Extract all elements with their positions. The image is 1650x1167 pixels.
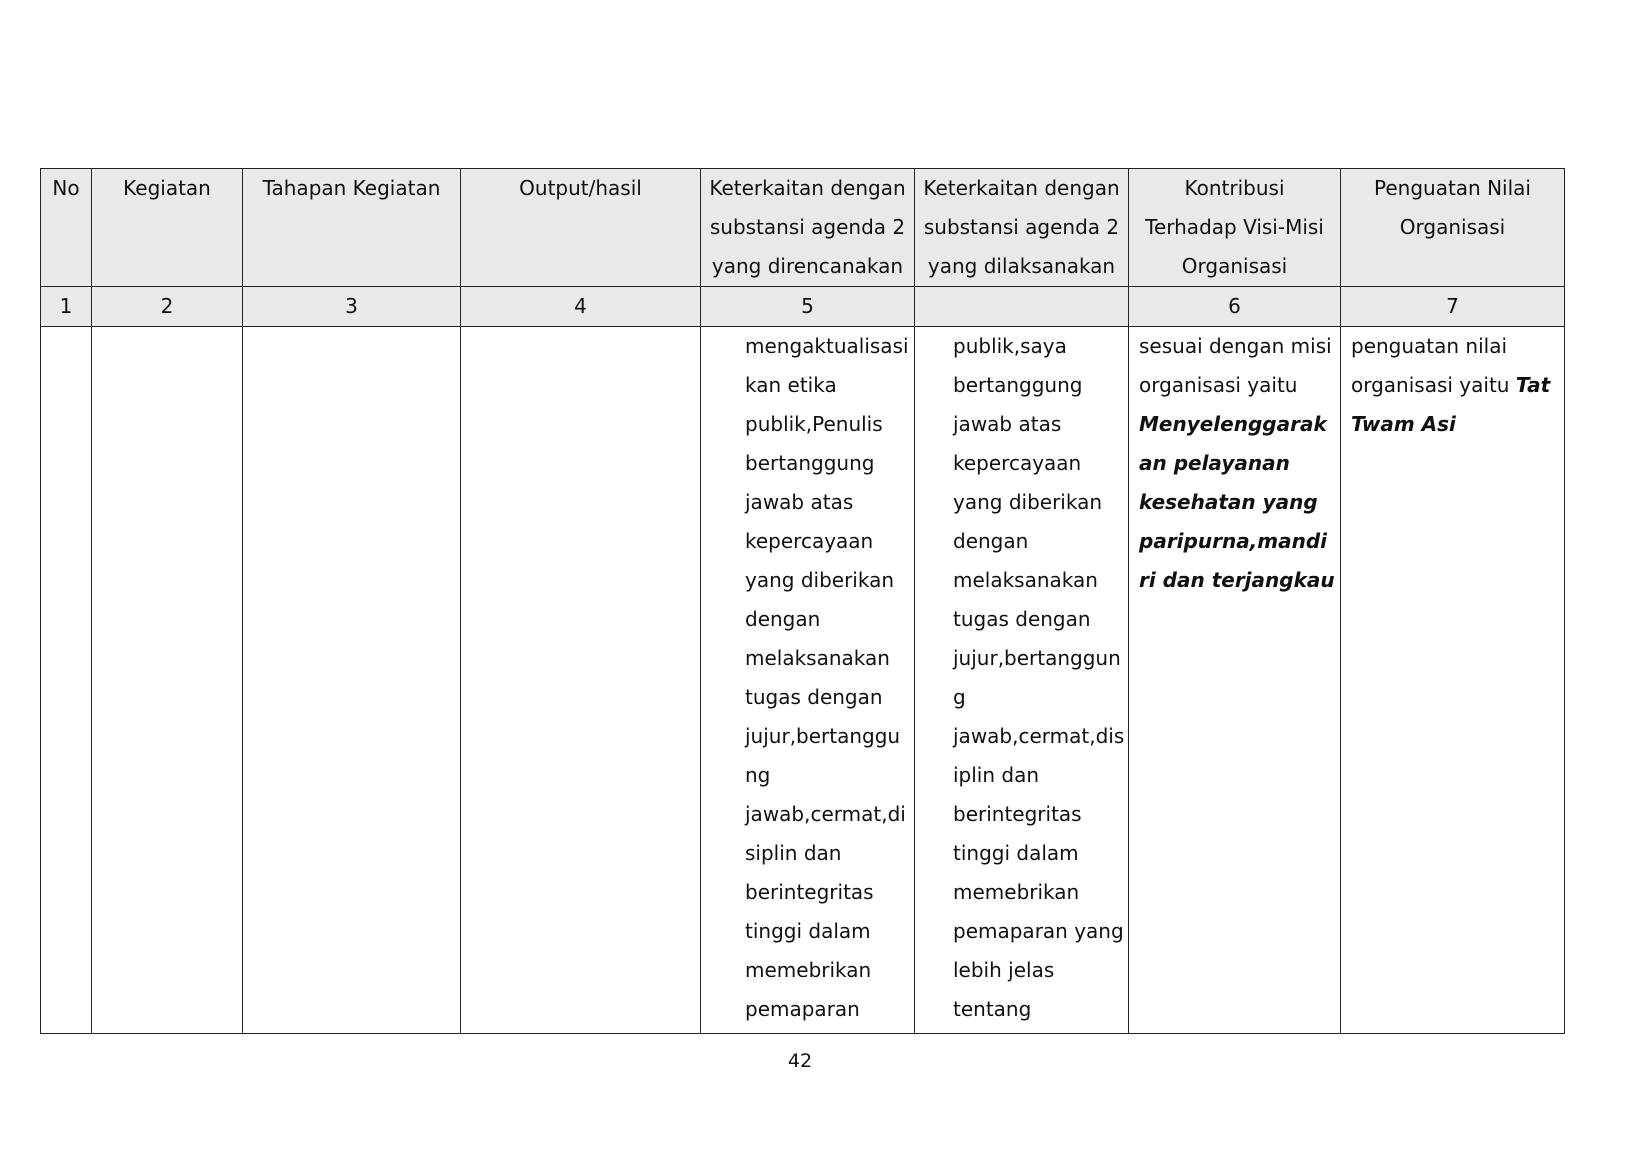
text-line: sesuai dengan misi <box>1139 334 1332 358</box>
header-kegiatan: Kegiatan <box>92 169 243 287</box>
text-lines <box>921 327 1125 1029</box>
text-line: jawab atas <box>745 490 854 514</box>
text-line: tentang <box>953 997 1032 1021</box>
text-line: tinggi dalam <box>745 919 871 943</box>
cell-penguatan-nilai <box>1341 327 1565 1034</box>
text-line: bertanggung <box>745 451 875 475</box>
text-line: jawab,cermat,dis <box>953 724 1125 748</box>
text-line: g <box>953 685 966 709</box>
header-kontribusi-visi-misi: Kontribusi Terhadap Visi-Misi Organisasi <box>1129 169 1341 287</box>
text-line: pemaparan <box>745 997 860 1021</box>
cell-kontribusi-visi-misi <box>1129 327 1341 1034</box>
text-line: memebrikan <box>745 958 872 982</box>
column-number <box>915 287 1129 327</box>
header-tahapan-kegiatan: Tahapan Kegiatan <box>243 169 461 287</box>
header-row <box>41 169 1565 287</box>
text-line: an pelayanan <box>1139 451 1290 475</box>
text-line: mengaktualisasi <box>745 334 909 358</box>
text-line: jawab atas <box>953 412 1062 436</box>
text-line: organisasi yaitu <box>1351 373 1516 397</box>
header-keterkaitan-dilaksanakan: Keterkaitan dengan substansi agenda 2 yang dilaksanakan <box>915 169 1129 287</box>
header-output-hasil: Output/hasil <box>461 169 701 287</box>
text-line: kesehatan yang <box>1139 490 1318 514</box>
header-penguatan-nilai: Penguatan Nilai Organisasi <box>1341 169 1565 287</box>
text-line: dengan <box>745 607 821 631</box>
text-line: kepercayaan <box>953 451 1082 475</box>
text-line: organisasi yaitu <box>1139 373 1298 397</box>
text-line: publik,saya <box>953 334 1067 358</box>
cell-no <box>41 327 92 1034</box>
text-line: ng <box>745 763 771 787</box>
text-line: bertanggung <box>953 373 1083 397</box>
cell-keterkaitan-dilaksanakan <box>915 327 1129 1034</box>
text-line: berintegritas <box>745 880 874 904</box>
text-line: iplin dan <box>953 763 1040 787</box>
text-line: melaksanakan <box>745 646 890 670</box>
text-line: Menyelenggarak <box>1139 412 1327 436</box>
text-line: jujur,bertanggu <box>745 724 901 748</box>
text-line: yang diberikan <box>745 568 895 592</box>
column-number: 5 <box>701 287 915 327</box>
text-line: ri dan terjangkau <box>1139 568 1335 592</box>
column-number: 2 <box>92 287 243 327</box>
column-number: 6 <box>1129 287 1341 327</box>
text-lines <box>707 327 908 1029</box>
text-line: publik,Penulis <box>745 412 883 436</box>
text-line: kan etika <box>745 373 837 397</box>
text-line: yang diberikan <box>953 490 1103 514</box>
mission-statement <box>1135 405 1334 600</box>
text-line: kepercayaan <box>745 529 874 553</box>
text-line: memebrikan <box>953 880 1080 904</box>
value-name: Tat <box>1515 373 1551 397</box>
column-number: 3 <box>243 287 461 327</box>
text-line: paripurna,mandi <box>1139 529 1328 553</box>
header-keterkaitan-direncanakan: Keterkaitan dengan substansi agenda 2 yang direncanakan <box>701 169 915 287</box>
cell-kegiatan <box>92 327 243 1034</box>
table-row <box>41 327 1565 1034</box>
cell-keterkaitan-direncanakan <box>701 327 915 1034</box>
activity-table <box>40 168 1565 1034</box>
cell-tahapan-kegiatan <box>243 327 461 1034</box>
text-line: jawab,cermat,di <box>745 802 906 826</box>
header-no: No <box>41 169 92 287</box>
column-number: 7 <box>1341 287 1565 327</box>
column-number: 4 <box>461 287 701 327</box>
text-line: pemaparan yang <box>953 919 1124 943</box>
text-line: jujur,bertanggun <box>953 646 1121 670</box>
text-line: tinggi dalam <box>953 841 1079 865</box>
text-line: lebih jelas <box>953 958 1055 982</box>
text-line: berintegritas <box>953 802 1082 826</box>
text-line: siplin dan <box>745 841 842 865</box>
value-name: Twam Asi <box>1351 412 1456 436</box>
column-number-row <box>41 287 1565 327</box>
text-line: penguatan nilai <box>1351 334 1508 358</box>
text-line: tugas dengan <box>745 685 883 709</box>
page-number: 42 <box>787 1050 813 1072</box>
text-line: tugas dengan <box>953 607 1091 631</box>
cell-output-hasil <box>461 327 701 1034</box>
column-number: 1 <box>41 287 92 327</box>
text-line: melaksanakan <box>953 568 1098 592</box>
text-line: dengan <box>953 529 1029 553</box>
text-lines <box>1135 327 1334 405</box>
